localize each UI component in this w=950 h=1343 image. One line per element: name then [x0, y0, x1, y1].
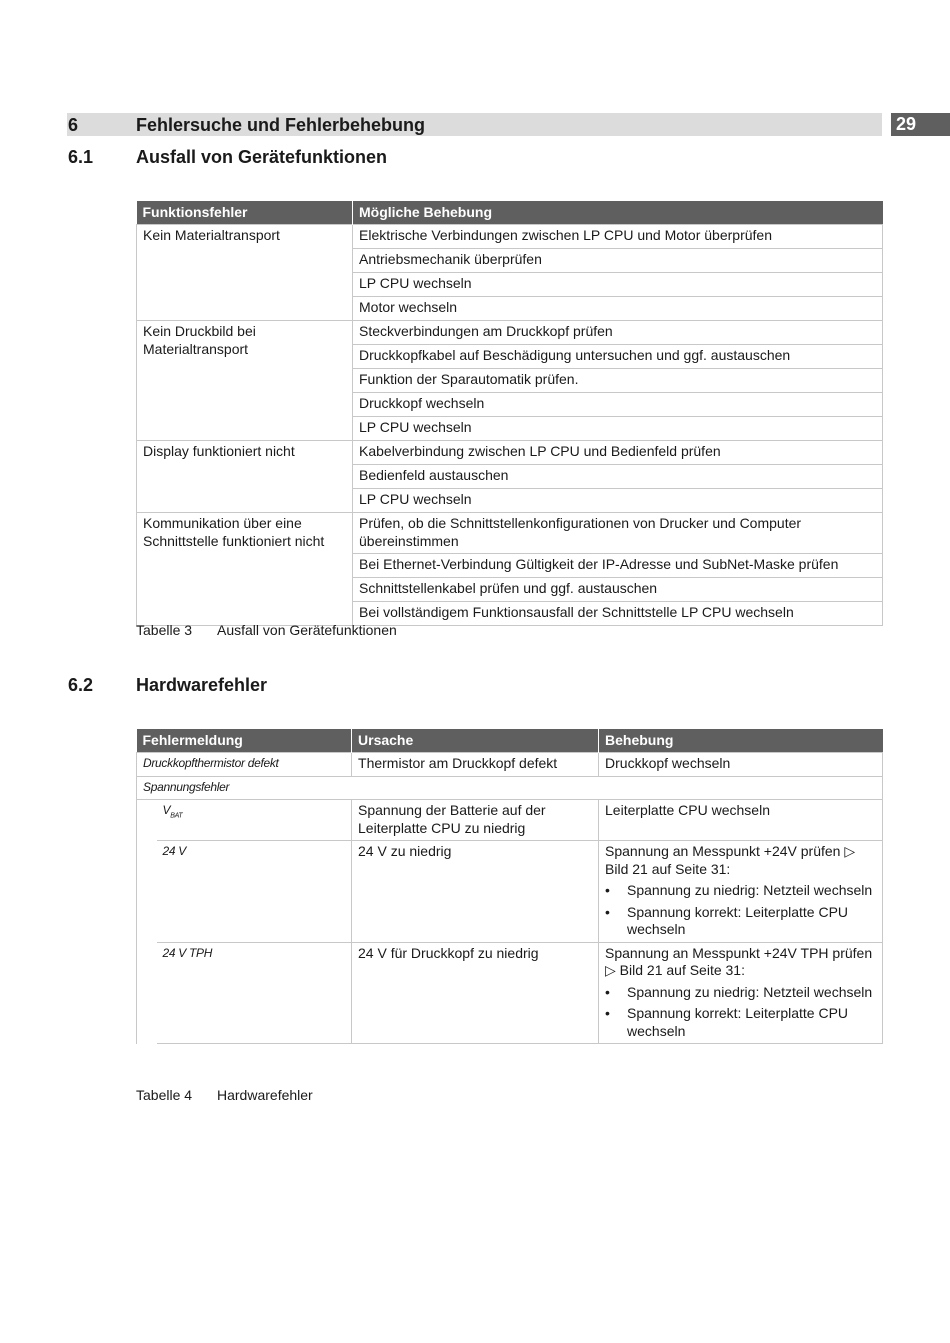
group-label-cell: Spannungsfehler	[137, 776, 883, 800]
vbat-main: V	[162, 803, 171, 817]
error-message-cell: Druckkopfthermistor defekt	[137, 753, 352, 777]
section-title: Ausfall von Gerätefunktionen	[136, 147, 388, 167]
caption-text: Ausfall von Gerätefunktionen	[217, 622, 397, 638]
table-row	[137, 776, 883, 800]
table-caption	[136, 621, 397, 639]
error-message-cell: 24 V TPH	[157, 942, 352, 1044]
column-header: Funktionsfehler	[137, 201, 353, 225]
cause-cell: Thermistor am Druckkopf defekt	[352, 753, 599, 777]
fix-cell: Elektrische Verbindungen zwischen LP CPU und Motor überprüfen	[353, 225, 883, 249]
cause-cell: Spannung der Batterie auf der Leiterplatte CPU zu niedrig	[352, 800, 599, 841]
section-number: 6.1	[68, 147, 94, 167]
fix-cell: Motor wechseln	[353, 297, 883, 321]
fix-bullet: • Spannung zu niedrig: Netzteil wechseln	[605, 984, 876, 1002]
vbat-subscript: BAT	[170, 812, 183, 820]
table-row	[137, 942, 883, 1044]
fix-cell: Prüfen, ob die Schnittstellenkonfigurationen von Drucker und Computer übereinstimmen	[353, 513, 883, 554]
fix-cell: Druckkopf wechseln	[599, 753, 883, 777]
caption-text: Hardwarefehler	[217, 1087, 313, 1103]
fix-cell: LP CPU wechseln	[353, 273, 883, 297]
fix-cell	[599, 841, 883, 943]
table-row	[137, 753, 883, 777]
fix-cell: Schnittstellenkabel prüfen und ggf. austauschen	[353, 578, 883, 602]
fix-bullet: • Spannung korrekt: Leiterplatte CPU wechseln	[605, 1005, 876, 1040]
fault-cell: Kein Druckbild bei Materialtransport	[137, 321, 353, 441]
section-title: Hardwarefehler	[136, 675, 268, 695]
page-number: 29	[891, 113, 950, 136]
fix-cell: LP CPU wechseln	[353, 417, 883, 441]
fix-cell: Bedienfeld austauschen	[353, 465, 883, 489]
fix-intro: Spannung an Messpunkt +24V TPH prüfen ▷ Bild 21 auf Seite 31:	[605, 944, 873, 978]
fix-list	[605, 984, 876, 1041]
chapter-title: Fehlersuche und Fehlerbehebung	[136, 115, 426, 135]
table-header-row	[137, 201, 883, 225]
table-caption	[136, 1086, 313, 1104]
fix-cell: Bei Ethernet-Verbindung Gültigkeit der IP-Adresse und SubNet-Maske prüfen	[353, 554, 883, 578]
table-row	[137, 841, 883, 943]
fix-cell: Druckkopfkabel auf Beschädigung untersuchen und ggf. austauschen	[353, 345, 883, 369]
fix-cell: Antriebsmechanik überprüfen	[353, 249, 883, 273]
fix-cell: Funktion der Sparautomatik prüfen.	[353, 369, 883, 393]
column-header: Behebung	[599, 729, 883, 753]
hardware-error-table	[136, 729, 883, 1044]
fix-cell: Steckverbindungen am Druckkopf prüfen	[353, 321, 883, 345]
fix-cell	[599, 942, 883, 1044]
fix-cell: Druckkopf wechseln	[353, 393, 883, 417]
chapter-number: 6	[68, 115, 79, 135]
indent-spacer	[137, 800, 157, 1044]
fix-cell: LP CPU wechseln	[353, 489, 883, 513]
column-header: Ursache	[352, 729, 599, 753]
table-row	[137, 441, 883, 465]
fault-cell: Kommunikation über eine Schnittstelle funktioniert nicht	[137, 513, 353, 626]
error-message-cell	[157, 800, 352, 841]
column-header: Fehlermeldung	[137, 729, 352, 753]
fault-cell: Display funktioniert nicht	[137, 441, 353, 513]
fix-cell: Bei vollständigem Funktionsausfall der Schnittstelle LP CPU wechseln	[353, 602, 883, 626]
error-message-cell: 24 V	[157, 841, 352, 943]
cause-cell: 24 V zu niedrig	[352, 841, 599, 943]
table-header-row	[137, 729, 883, 753]
caption-label: Tabelle 4	[136, 1087, 193, 1103]
cause-cell: 24 V für Druckkopf zu niedrig	[352, 942, 599, 1044]
function-failure-table	[136, 201, 883, 626]
table-row	[137, 321, 883, 345]
table-row	[137, 513, 883, 554]
fix-bullet: • Spannung zu niedrig: Netzteil wechseln	[605, 882, 876, 900]
fix-bullet: • Spannung korrekt: Leiterplatte CPU wechseln	[605, 904, 876, 939]
fix-cell: Kabelverbindung zwischen LP CPU und Bedienfeld prüfen	[353, 441, 883, 465]
section-number: 6.2	[68, 675, 94, 695]
fix-cell: Leiterplatte CPU wechseln	[599, 800, 883, 841]
fault-cell: Kein Materialtransport	[137, 225, 353, 321]
fix-list	[605, 882, 876, 939]
fix-intro: Spannung an Messpunkt +24V prüfen ▷ Bild 21 auf Seite 31:	[605, 843, 856, 877]
caption-label: Tabelle 3	[136, 622, 193, 638]
table-row	[137, 800, 883, 841]
column-header: Mögliche Behebung	[353, 201, 883, 225]
table-row	[137, 225, 883, 249]
